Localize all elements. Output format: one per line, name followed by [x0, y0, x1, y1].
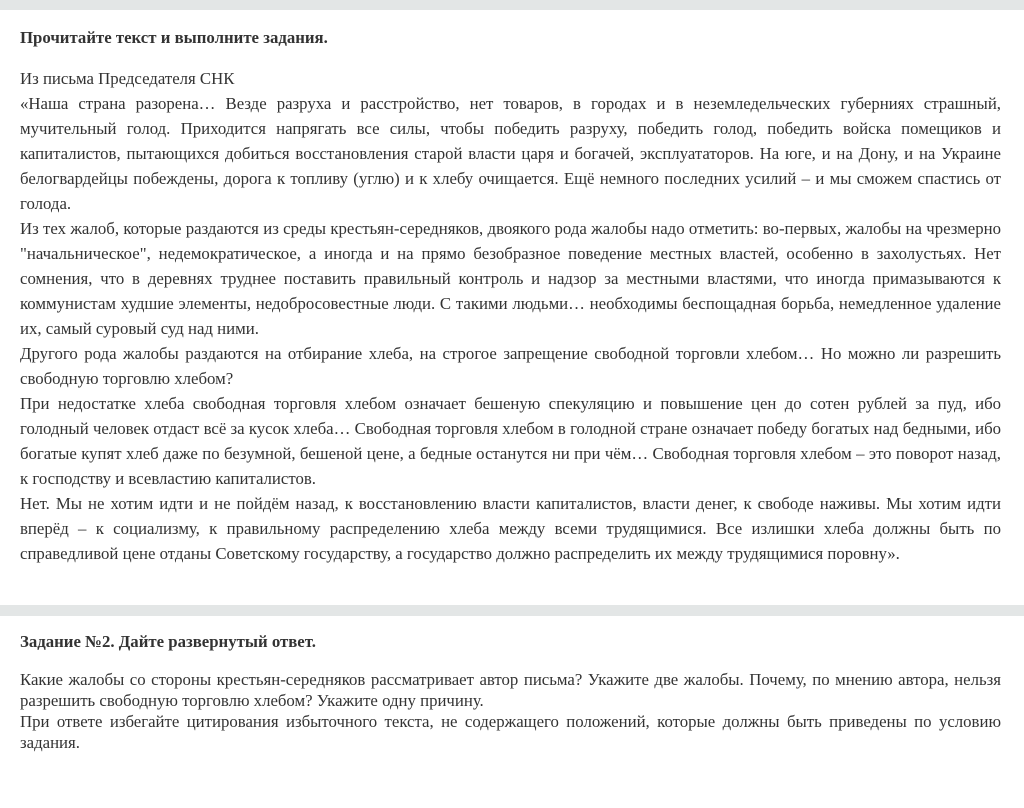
letter-paragraph: При недостатке хлеба свободная торговля хлебом означает бешеную спекуляцию и повышение цен до сотен рублей за пуд, ибо голодный человек отдаст всё за кусок хлеба… Свободная торговля хлебом в голодной стране означает победу богатых над бедными, ибо богатые купят хлеб даже по безумной, бешеной цене, а бедные останутся ни при чём… Свободная торговля хлебом – это поворот назад, к господству и всевластию капиталистов. — [20, 394, 1001, 488]
source-section — [20, 26, 1001, 566]
task-section — [20, 630, 1001, 753]
task-question: Какие жалобы со стороны крестьян-середняков рассматривает автор письма? Укажите две жалобы. Почему, по мнению автора, нельзя разрешить свободную торговлю хлебом? Укажите одну причину. — [20, 670, 1001, 710]
letter-paragraph: «Наша страна разорена… Везде разруха и расстройство, нет товаров, в городах и в неземледельческих губерниях страшный, мучительный голод. Приходится напрягать все силы, чтобы победить разруху, победить голод, победить войска помещиков и капиталистов, пытающихся добиться восстановления старой власти царя и богачей, эксплуататоров. На юге, и на Дону, и на Украине белогвардейцы побеждены, дорога к топливу (углю) и к хлебу очищается. Ещё немного последних усилий – и мы сможем спастись от голода. — [20, 94, 1001, 213]
task-heading: Задание №2. Дайте развернутый ответ. — [20, 632, 316, 651]
letter-paragraph: Нет. Мы не хотим идти и не пойдём назад, к восстановлению власти капиталистов, власти денег, к свободе наживы. Мы хотим идти вперёд – к социализму, к правильному распределению хлеба между всеми трудящимися. Все излишки хлеба должны быть по справедливой цене отданы Советскому государству, а государство должно распределить их между трудящимися поровну». — [20, 494, 1001, 563]
source-heading: Прочитайте текст и выполните задания. — [20, 28, 328, 47]
letter-title: Из письма Председателя СНК — [20, 69, 235, 88]
top-divider — [0, 0, 1024, 10]
letter-paragraph: Другого рода жалобы раздаются на отбирание хлеба, на строгое запрещение свободной торговли хлебом… Но можно ли разрешить свободную торговлю хлебом? — [20, 344, 1001, 388]
section-divider — [0, 605, 1024, 616]
letter-paragraph: Из тех жалоб, которые раздаются из среды крестьян-середняков, двоякого рода жалобы надо отметить: во-первых, жалобы на чрезмерно "начальническое", недемократическое, а иногда и на прямо безобразное поведение местных властей, особенно в захолустьях. Нет сомнения, что в деревнях труднее поставить правильный контроль и надзор за местными властями, что иногда примазываются к коммунистам худшие элементы, недобросовестные люди. С такими людьми… необходимы беспощадная борьба, немедленное удаление их, самый суровый суд над ними. — [20, 219, 1001, 338]
task-instruction: При ответе избегайте цитирования избыточного текста, не содержащего положений, которые должны быть приведены по условию задания. — [20, 712, 1001, 752]
